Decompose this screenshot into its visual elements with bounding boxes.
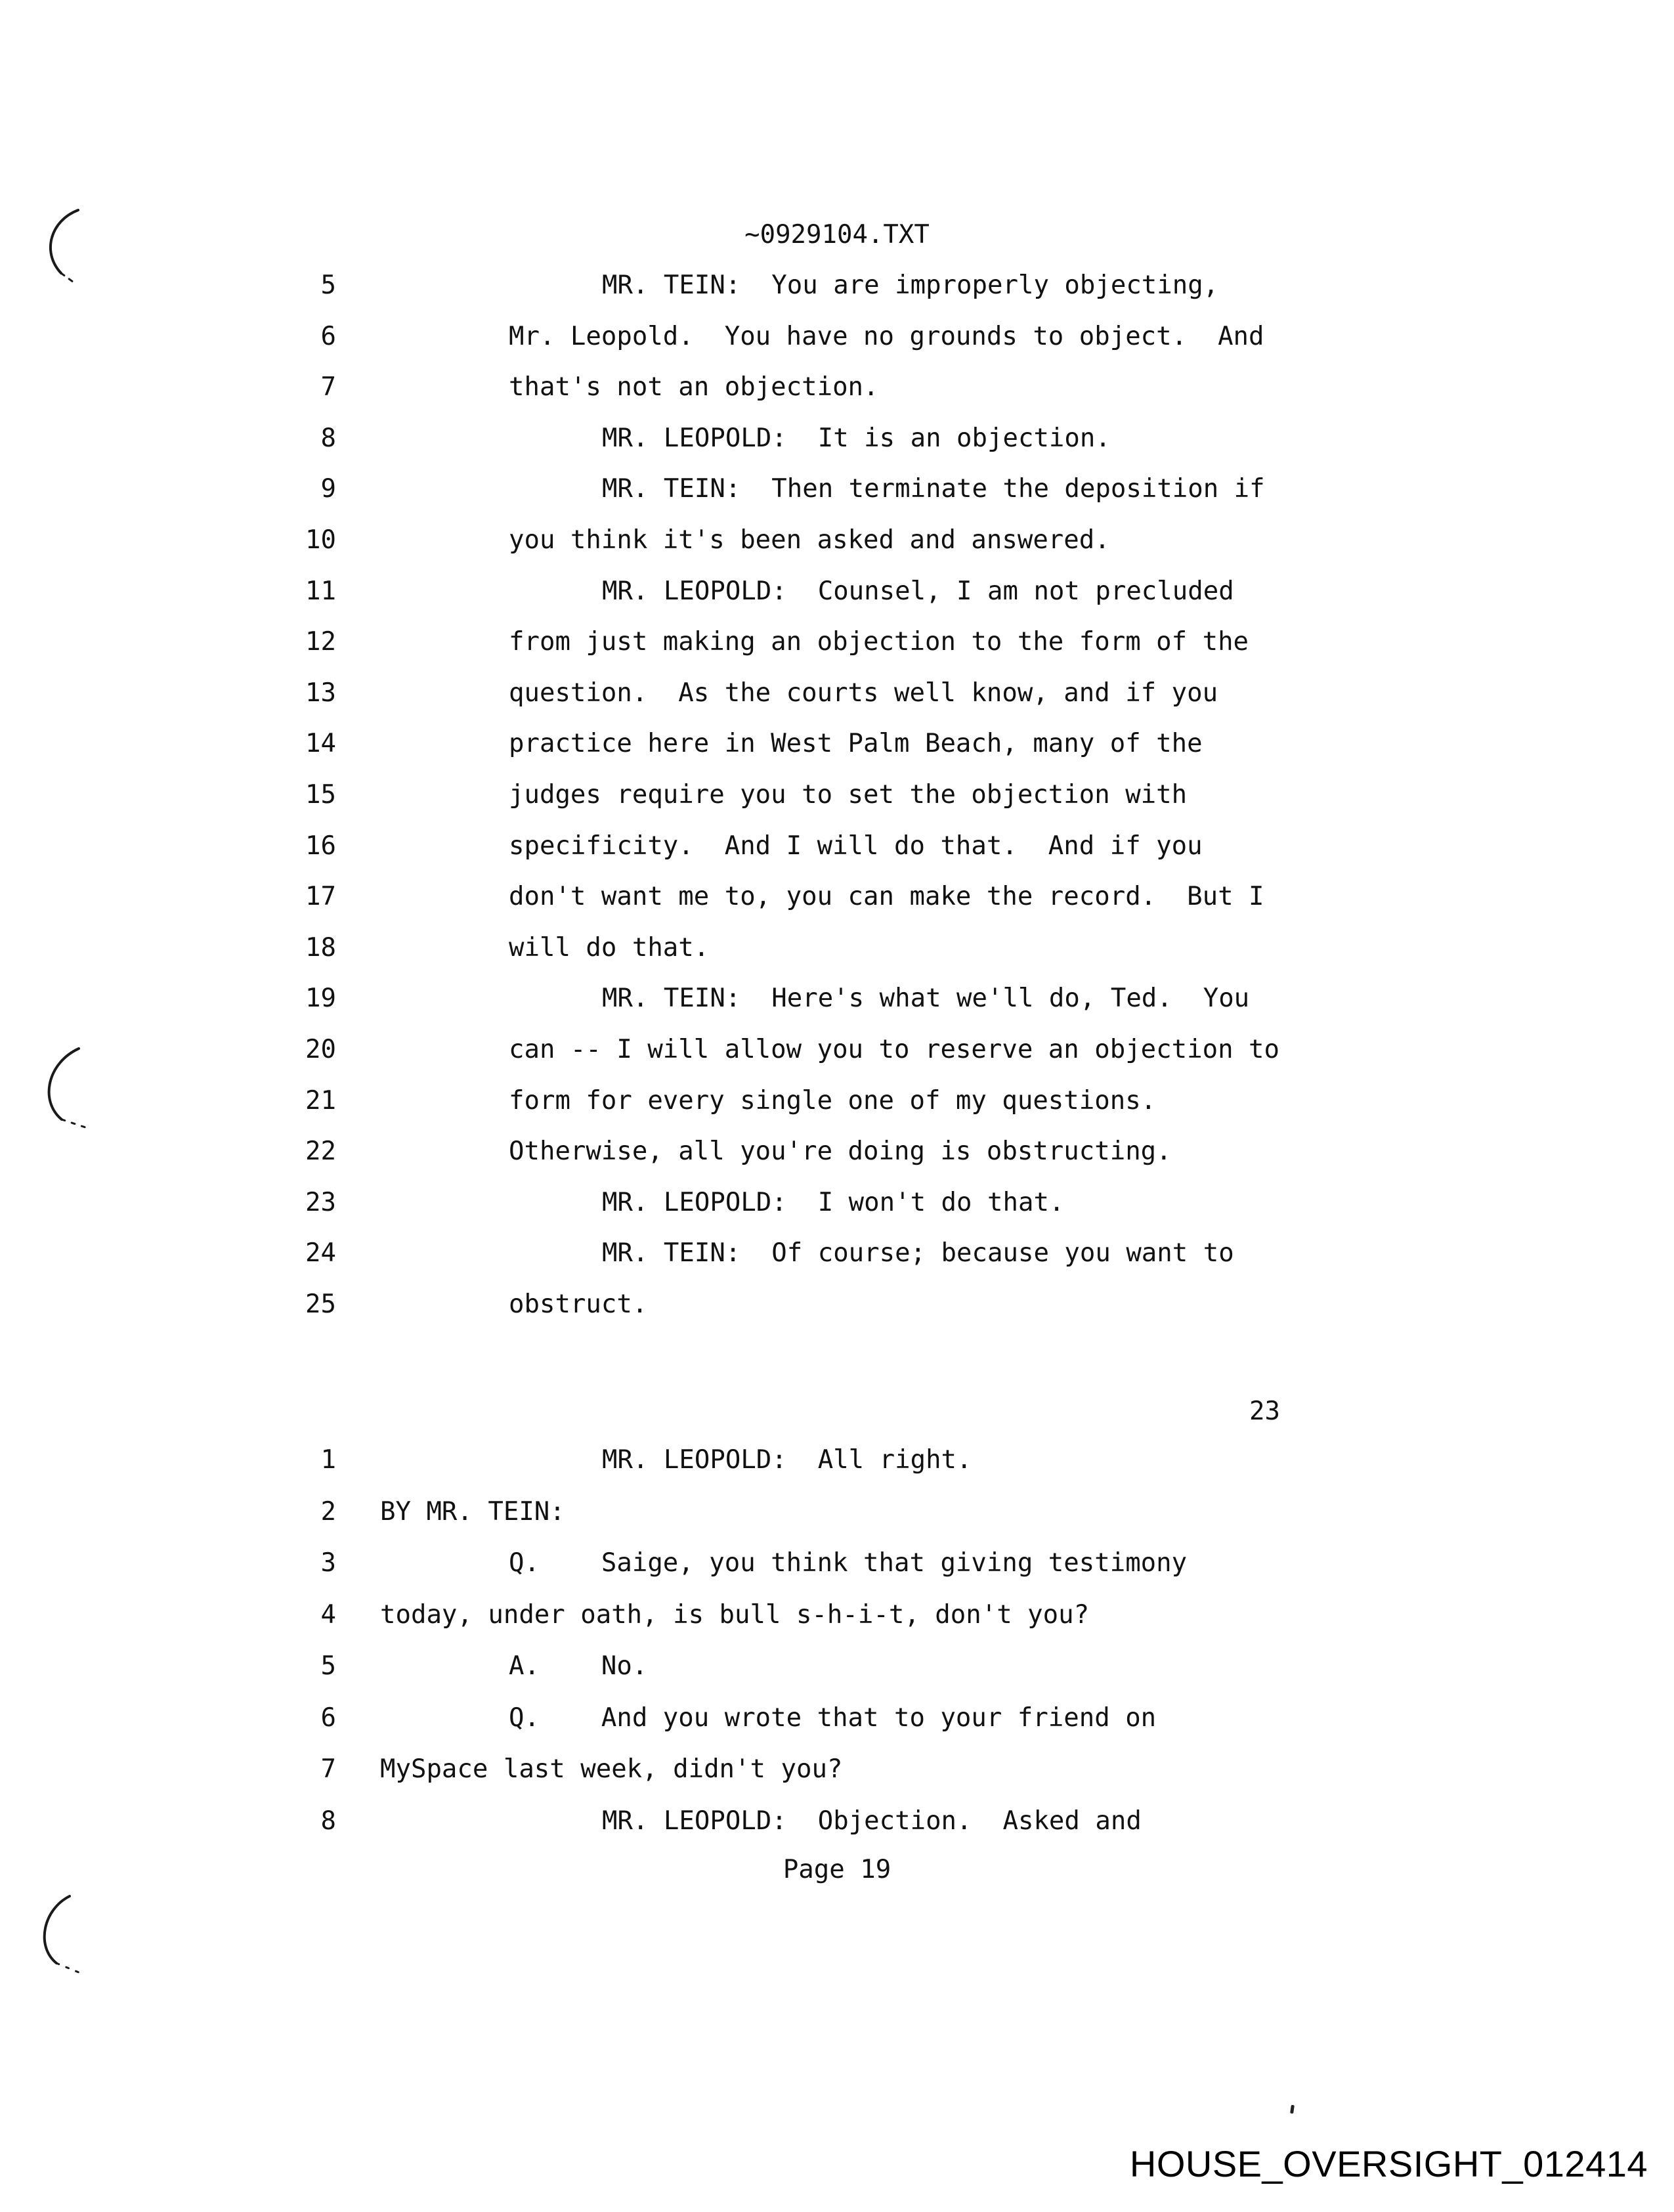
line-number: 12 (305, 627, 336, 657)
punch-hole-mark (26, 1890, 82, 1975)
line-number: 9 (320, 474, 336, 504)
transcript-line (0, 362, 1674, 413)
transcript-line (0, 1486, 1674, 1538)
line-text: MySpace last week, didn't you? (380, 1754, 843, 1784)
transcript-line (0, 1126, 1674, 1177)
transcript-line (0, 515, 1674, 566)
transcript-line (0, 1641, 1674, 1693)
transcript-line (0, 770, 1674, 821)
line-number: 2 (320, 1496, 336, 1527)
transcript-line (0, 1590, 1674, 1641)
line-number: 4 (320, 1599, 336, 1630)
transcript-line (0, 871, 1674, 922)
line-text: MR. LEOPOLD: Objection. Asked and (602, 1806, 1142, 1836)
transcript-page-number: 23 (1249, 1397, 1280, 1426)
line-text: MR. LEOPOLD: Counsel, I am not precluded (602, 576, 1234, 606)
line-number: 22 (305, 1137, 336, 1167)
line-number: 6 (320, 321, 336, 351)
line-text: today, under oath, is bull s-h-i-t, don't you? (380, 1599, 1090, 1630)
transcript-line (0, 1075, 1674, 1127)
line-text: obstruct. (509, 1289, 648, 1319)
line-number: 23 (305, 1187, 336, 1217)
transcript-line (0, 311, 1674, 362)
transcript-line (0, 464, 1674, 515)
transcript-line (0, 1024, 1674, 1075)
line-text: MR. TEIN: Here's what we'll do, Ted. You (602, 984, 1250, 1014)
line-text: form for every single one of my questions. (509, 1085, 1157, 1116)
transcript-line (0, 260, 1674, 311)
line-text: will do that. (509, 932, 710, 963)
line-number: 16 (305, 831, 336, 861)
transcript-line (0, 821, 1674, 872)
transcript-line (0, 1228, 1674, 1279)
line-number: 11 (305, 576, 336, 606)
transcript-line (0, 617, 1674, 668)
line-number: 5 (320, 271, 336, 300)
line-text: that's not an objection. (509, 372, 879, 402)
line-text: practice here in West Palm Beach, many of the (509, 729, 1203, 759)
line-number: 25 (305, 1289, 336, 1319)
line-number: 15 (305, 779, 336, 810)
line-text: specificity. And I will do that. And if you (509, 831, 1203, 861)
transcript-line (0, 1177, 1674, 1228)
line-text: MR. TEIN: Then terminate the deposition if (602, 474, 1265, 504)
line-number: 18 (305, 932, 336, 963)
line-text: Mr. Leopold. You have no grounds to object. And (509, 321, 1264, 351)
line-text: MR. LEOPOLD: I won't do that. (602, 1187, 1065, 1217)
line-text: can -- I will allow you to reserve an objection to (509, 1034, 1279, 1064)
bates-stamp: HOUSE_OVERSIGHT_012414 (1129, 2143, 1648, 2184)
line-text: Q. And you wrote that to your friend on (509, 1702, 1157, 1733)
line-number: 10 (305, 525, 336, 555)
line-text: you think it's been asked and answered. (509, 525, 1110, 555)
line-number: 17 (305, 882, 336, 912)
line-text: question. As the courts well know, and if you (509, 678, 1218, 708)
line-number: 5 (320, 1651, 336, 1681)
transcript-section-b (0, 1435, 1674, 1847)
line-text: Q. Saige, you think that giving testimony (509, 1548, 1188, 1578)
line-text: A. No. (509, 1651, 648, 1681)
line-text: judges require you to set the objection with (509, 779, 1188, 810)
line-text: BY MR. TEIN: (380, 1496, 565, 1527)
document-filename-header: ~0929104.TXT (744, 220, 930, 249)
line-number: 8 (320, 1806, 336, 1836)
line-number: 21 (305, 1085, 336, 1116)
transcript-line (0, 1435, 1674, 1486)
line-text: MR. LEOPOLD: All right. (602, 1445, 972, 1475)
line-text: MR. TEIN: Of course; because you want to (602, 1238, 1234, 1269)
transcript-line (0, 668, 1674, 719)
line-number: 24 (305, 1238, 336, 1269)
line-text: MR. TEIN: You are improperly objecting, (602, 271, 1219, 300)
transcript-line (0, 1796, 1674, 1848)
line-number: 14 (305, 729, 336, 759)
line-text: don't want me to, you can make the record. But I (509, 882, 1264, 912)
line-text: from just making an objection to the form of the (509, 627, 1249, 657)
transcript-line (0, 1279, 1674, 1330)
line-number: 6 (320, 1702, 336, 1733)
line-number: 20 (305, 1034, 336, 1064)
scan-speck (1290, 2105, 1295, 2114)
line-number: 13 (305, 678, 336, 708)
transcript-line (0, 718, 1674, 770)
line-number: 8 (320, 423, 336, 453)
line-number: 19 (305, 984, 336, 1014)
transcript-line (0, 1693, 1674, 1745)
line-number: 7 (320, 1754, 336, 1784)
footer-page-label: Page 19 (783, 1855, 891, 1884)
line-text: Otherwise, all you're doing is obstructing. (509, 1137, 1172, 1167)
transcript-section-a (0, 260, 1674, 1330)
line-number: 3 (320, 1548, 336, 1578)
transcript-line (0, 413, 1674, 464)
line-text: MR. LEOPOLD: It is an objection. (602, 423, 1111, 453)
transcript-line (0, 922, 1674, 974)
transcript-line (0, 973, 1674, 1024)
line-number: 1 (320, 1445, 336, 1475)
transcript-line (0, 1744, 1674, 1796)
transcript-line (0, 1538, 1674, 1590)
transcript-line (0, 566, 1674, 617)
line-number: 7 (320, 372, 336, 402)
